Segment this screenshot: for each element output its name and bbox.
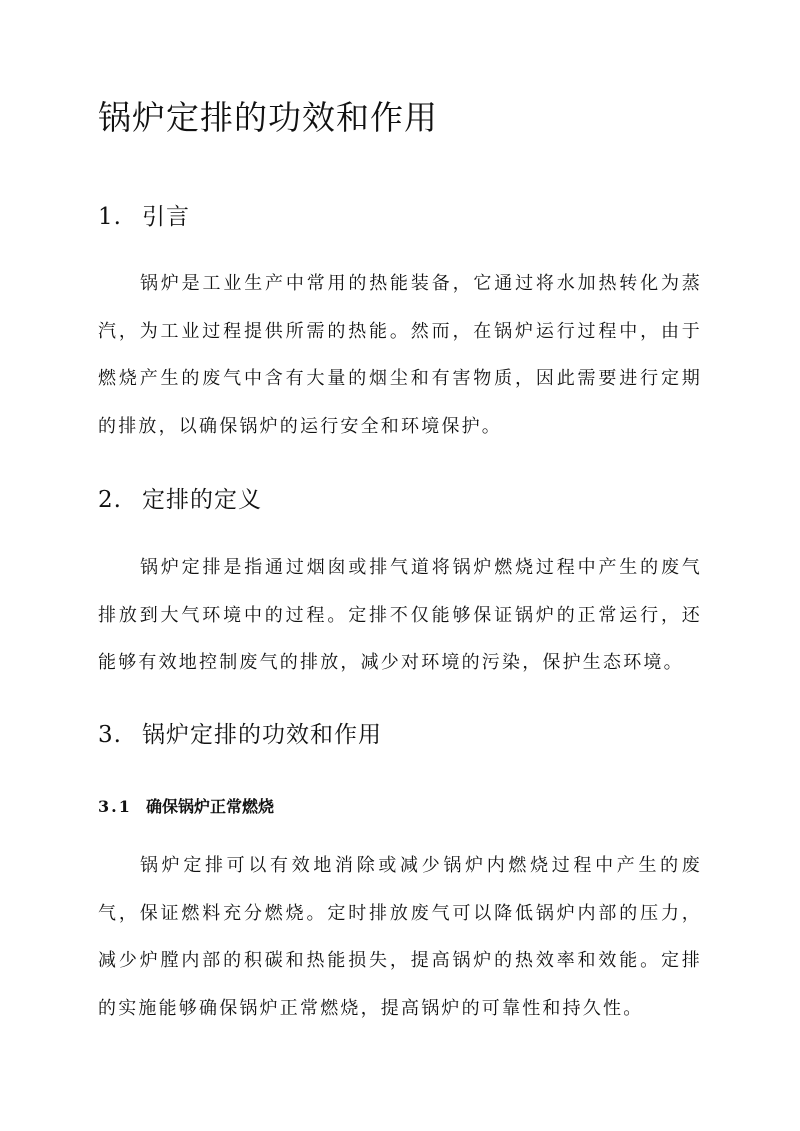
- section-1-title: 引言: [142, 204, 190, 230]
- subsection-3-1-heading: [98, 794, 274, 817]
- section-3-number: 3.: [98, 722, 122, 748]
- subsection-3-1-paragraph: 锅炉定排可以有效地消除或减少锅炉内燃烧过程中产生的废气，保证燃料充分燃烧。定时排放废气可以降低锅炉内部的压力，减少炉膛内部的积碳和热能损失，提高锅炉的热效率和效能。定排的实施能够确保锅炉正常燃烧，提高锅炉的可靠性和持久性。: [98, 855, 702, 1019]
- section-3-title: 锅炉定排的功效和作用: [142, 722, 382, 748]
- subsection-3-1-title: 确保锅炉正常燃烧: [146, 797, 275, 816]
- section-2-heading: [98, 481, 262, 514]
- section-1-paragraph: 锅炉是工业生产中常用的热能装备，它通过将水加热转化为蒸汽，为工业过程提供所需的热能。然而，在锅炉运行过程中，由于燃烧产生的废气中含有大量的烟尘和有害物质，因此需要进行定期的排放，以确保锅炉的运行安全和环境保护。: [98, 273, 702, 437]
- section-1-heading: [98, 198, 190, 231]
- section-2-title: 定排的定义: [142, 487, 262, 513]
- section-1-number: 1.: [98, 204, 122, 230]
- document-title: 锅炉定排的功效和作用: [98, 98, 438, 137]
- subsection-3-1-number: 3.1: [98, 797, 132, 816]
- section-3-heading: [98, 716, 382, 749]
- section-2-paragraph: 锅炉定排是指通过烟囱或排气道将锅炉燃烧过程中产生的废气排放到大气环境中的过程。定排不仅能够保证锅炉的正常运行，还能够有效地控制废气的排放，减少对环境的污染，保护生态环境。: [98, 557, 702, 673]
- section-2-number: 2.: [98, 487, 122, 513]
